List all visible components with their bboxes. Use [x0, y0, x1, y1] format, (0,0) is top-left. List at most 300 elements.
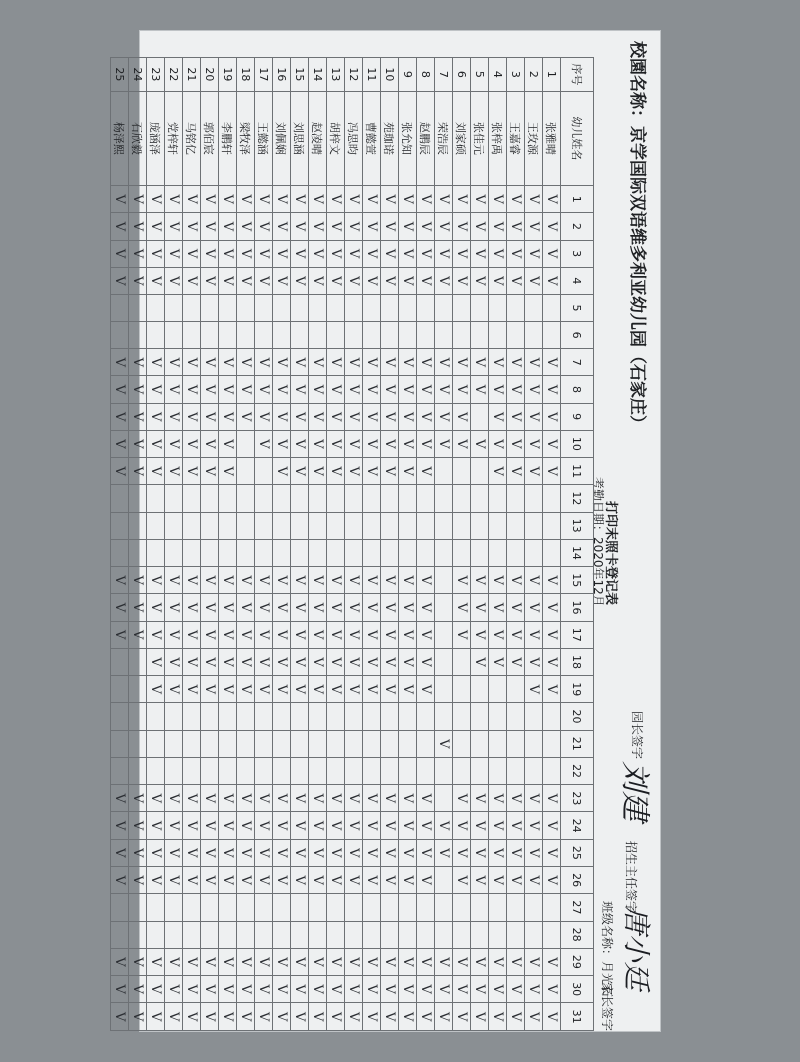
table-row: [525, 58, 543, 1031]
attendance-cell: [525, 730, 543, 757]
column-header-day: 1: [561, 186, 594, 213]
attendance-tick: V: [436, 276, 451, 286]
attendance-cell: [435, 921, 453, 948]
attendance-tick: V: [166, 793, 181, 804]
principal-label: 园长签字: [630, 711, 644, 760]
attendance-tick: V: [220, 276, 235, 286]
attendance-cell: [255, 485, 273, 512]
attendance-cell: [309, 512, 327, 539]
attendance-tick: V: [112, 439, 127, 449]
attendance-cell: [273, 621, 291, 648]
attendance-cell: [111, 894, 129, 921]
attendance-cell: [345, 512, 363, 539]
attendance-tick: V: [490, 466, 505, 476]
attendance-cell: [453, 267, 471, 294]
attendance-cell: [111, 376, 129, 403]
attendance-cell: [309, 322, 327, 349]
attendance-tick: V: [292, 466, 307, 476]
attendance-cell: [381, 730, 399, 757]
attendance-cell: [471, 1003, 489, 1031]
enroll-director-label: 招生主任签字: [624, 841, 638, 914]
attendance-tick: V: [184, 248, 199, 259]
attendance-cell: [471, 294, 489, 321]
attendance-cell: [219, 839, 237, 866]
attendance-tick: V: [490, 357, 505, 367]
attendance-tick: V: [418, 221, 433, 232]
attendance-tick: V: [184, 221, 199, 232]
attendance-tick: V: [508, 602, 523, 613]
attendance-cell: [417, 948, 435, 975]
attendance-cell: [201, 1003, 219, 1031]
attendance-tick: V: [310, 1011, 325, 1022]
attendance-cell: [309, 539, 327, 566]
column-header-day: 28: [561, 921, 594, 948]
attendance-tick: V: [166, 630, 181, 640]
attendance-cell: [219, 322, 237, 349]
attendance-tick: V: [148, 575, 163, 585]
attendance-tick: V: [436, 384, 451, 395]
attendance-cell: [543, 948, 561, 975]
attendance-tick: V: [364, 602, 379, 613]
attendance-tick: V: [202, 657, 217, 667]
attendance-cell: [363, 322, 381, 349]
attendance-tick: V: [328, 875, 343, 885]
attendance-cell: [291, 294, 309, 321]
attendance-cell: [345, 349, 363, 376]
attendance-tick: V: [256, 357, 271, 367]
attendance-tick: V: [526, 357, 541, 367]
child-name: 胡梓文: [327, 91, 345, 186]
attendance-cell: [129, 512, 147, 539]
attendance-tick: V: [166, 684, 181, 694]
attendance-cell: [453, 867, 471, 894]
attendance-tick: V: [382, 194, 397, 204]
attendance-tick: V: [310, 221, 325, 232]
attendance-cell: [507, 322, 525, 349]
attendance-tick: V: [184, 466, 199, 476]
attendance-tick: V: [130, 848, 145, 858]
attendance-tick: V: [112, 793, 127, 804]
child-name: 梁牧泽: [237, 91, 255, 186]
attendance-cell: [147, 186, 165, 213]
attendance-cell: [219, 213, 237, 240]
attendance-tick: V: [220, 466, 235, 476]
attendance-cell: [255, 703, 273, 730]
attendance-cell: [111, 458, 129, 485]
attendance-cell: [525, 294, 543, 321]
attendance-tick: V: [238, 276, 253, 286]
attendance-cell: [129, 948, 147, 975]
attendance-cell: [399, 976, 417, 1003]
attendance-tick: V: [112, 221, 127, 232]
attendance-cell: [363, 948, 381, 975]
column-header-day: 11: [561, 458, 594, 485]
attendance-cell: [471, 186, 489, 213]
attendance-cell: [273, 976, 291, 1003]
attendance-tick: V: [274, 439, 289, 449]
attendance-tick: V: [400, 957, 415, 967]
attendance-tick: V: [130, 384, 145, 395]
attendance-cell: [129, 186, 147, 213]
attendance-cell: [381, 812, 399, 839]
attendance-cell: [201, 839, 219, 866]
attendance-cell: [165, 240, 183, 267]
attendance-cell: [273, 648, 291, 675]
attendance-tick: V: [400, 411, 415, 422]
attendance-tick: V: [184, 848, 199, 858]
attendance-cell: [435, 648, 453, 675]
attendance-cell: [273, 867, 291, 894]
attendance-tick: V: [544, 957, 559, 967]
attendance-cell: [147, 648, 165, 675]
attendance-tick: V: [184, 276, 199, 286]
attendance-tick: V: [256, 684, 271, 694]
attendance-tick: V: [490, 984, 505, 994]
attendance-cell: [165, 213, 183, 240]
attendance-cell: [309, 458, 327, 485]
attendance-cell: [507, 376, 525, 403]
attendance-cell: [219, 948, 237, 975]
attendance-tick: V: [454, 793, 469, 804]
attendance-cell: [111, 485, 129, 512]
row-index: 14: [309, 58, 327, 92]
attendance-tick: V: [166, 848, 181, 858]
attendance-tick: V: [202, 684, 217, 694]
child-name: 刘家硕: [453, 91, 471, 186]
attendance-cell: [525, 485, 543, 512]
attendance-cell: [399, 948, 417, 975]
attendance-cell: [129, 703, 147, 730]
attendance-tick: V: [418, 466, 433, 476]
attendance-cell: [111, 703, 129, 730]
attendance-cell: [201, 976, 219, 1003]
row-index: 19: [219, 58, 237, 92]
attendance-cell: [543, 894, 561, 921]
attendance-cell: [255, 976, 273, 1003]
attendance-sheet: [112, 31, 660, 1032]
attendance-tick: V: [238, 1011, 253, 1022]
attendance-tick: V: [400, 630, 415, 640]
attendance-cell: [165, 1003, 183, 1031]
attendance-tick: V: [526, 384, 541, 395]
table-row: [291, 58, 309, 1031]
attendance-cell: [399, 785, 417, 812]
attendance-tick: V: [202, 411, 217, 422]
attendance-cell: [327, 757, 345, 784]
attendance-cell: [525, 948, 543, 975]
attendance-cell: [273, 921, 291, 948]
attendance-tick: V: [112, 630, 127, 640]
table-row: [453, 58, 471, 1031]
attendance-cell: [525, 785, 543, 812]
attendance-cell: [435, 567, 453, 594]
attendance-tick: V: [544, 248, 559, 259]
attendance-cell: [489, 349, 507, 376]
attendance-cell: [471, 839, 489, 866]
attendance-cell: [345, 294, 363, 321]
attendance-tick: V: [526, 221, 541, 232]
attendance-cell: [363, 512, 381, 539]
attendance-tick: V: [454, 221, 469, 232]
attendance-tick: V: [328, 439, 343, 449]
attendance-tick: V: [310, 439, 325, 449]
attendance-cell: [237, 267, 255, 294]
attendance-tick: V: [184, 411, 199, 422]
column-header-day: 19: [561, 676, 594, 703]
attendance-cell: [219, 621, 237, 648]
attendance-cell: [417, 567, 435, 594]
attendance-cell: [237, 349, 255, 376]
attendance-cell: [111, 213, 129, 240]
attendance-cell: [183, 703, 201, 730]
attendance-cell: [201, 512, 219, 539]
attendance-cell: [291, 757, 309, 784]
attendance-cell: [417, 512, 435, 539]
attendance-tick: V: [382, 384, 397, 395]
attendance-cell: [165, 676, 183, 703]
attendance-cell: [435, 703, 453, 730]
attendance-cell: [201, 703, 219, 730]
enroll-director-signature: 唐小廷: [620, 906, 653, 991]
attendance-cell: [255, 567, 273, 594]
sheet-title: 打印末照卡登记表: [603, 501, 618, 606]
attendance-tick: V: [166, 357, 181, 367]
attendance-cell: [543, 757, 561, 784]
attendance-tick: V: [364, 793, 379, 804]
attendance-tick: V: [508, 657, 523, 667]
attendance-tick: V: [112, 602, 127, 613]
attendance-tick: V: [310, 357, 325, 367]
attendance-tick: V: [130, 194, 145, 204]
attendance-cell: [309, 267, 327, 294]
attendance-cell: [435, 403, 453, 430]
attendance-cell: [435, 1003, 453, 1031]
attendance-cell: [525, 322, 543, 349]
attendance-tick: V: [130, 984, 145, 994]
attendance-cell: [147, 785, 165, 812]
attendance-tick: V: [454, 875, 469, 885]
attendance-cell: [201, 458, 219, 485]
attendance-cell: [471, 567, 489, 594]
attendance-cell: [309, 376, 327, 403]
attendance-cell: [183, 594, 201, 621]
attendance-cell: [147, 976, 165, 1003]
child-name: 冯思昀: [345, 91, 363, 186]
attendance-cell: [525, 1003, 543, 1031]
attendance-cell: [453, 485, 471, 512]
attendance-tick: V: [148, 248, 163, 259]
child-name: 杨泽熙: [111, 91, 129, 186]
attendance-cell: [507, 730, 525, 757]
attendance-cell: [111, 839, 129, 866]
attendance-cell: [363, 1003, 381, 1031]
attendance-cell: [147, 458, 165, 485]
attendance-tick: V: [256, 657, 271, 667]
attendance-tick: V: [418, 575, 433, 585]
attendance-cell: [111, 267, 129, 294]
attendance-tick: V: [544, 602, 559, 613]
attendance-cell: [165, 839, 183, 866]
attendance-cell: [291, 267, 309, 294]
attendance-tick: V: [472, 439, 487, 449]
attendance-cell: [435, 812, 453, 839]
attendance-cell: [237, 567, 255, 594]
attendance-tick: V: [238, 221, 253, 232]
attendance-tick: V: [472, 657, 487, 667]
attendance-tick: V: [508, 384, 523, 395]
attendance-cell: [507, 621, 525, 648]
attendance-tick: V: [400, 684, 415, 694]
row-index: 7: [435, 58, 453, 92]
attendance-cell: [507, 894, 525, 921]
child-name: 张允知: [399, 91, 417, 186]
attendance-cell: [489, 485, 507, 512]
attendance-cell: [111, 539, 129, 566]
attendance-cell: [363, 812, 381, 839]
attendance-cell: [219, 267, 237, 294]
attendance-cell: [363, 757, 381, 784]
attendance-tick: V: [202, 357, 217, 367]
attendance-cell: [309, 567, 327, 594]
attendance-tick: V: [274, 466, 289, 476]
attendance-tick: V: [490, 630, 505, 640]
attendance-cell: [165, 621, 183, 648]
attendance-cell: [345, 186, 363, 213]
attendance-tick: V: [490, 221, 505, 232]
attendance-tick: V: [292, 575, 307, 585]
attendance-tick: V: [292, 684, 307, 694]
attendance-tick: V: [346, 984, 361, 994]
attendance-tick: V: [274, 575, 289, 585]
attendance-cell: [273, 430, 291, 457]
attendance-tick: V: [346, 684, 361, 694]
attendance-cell: [525, 458, 543, 485]
attendance-tick: V: [526, 984, 541, 994]
attendance-tick: V: [184, 875, 199, 885]
attendance-tick: V: [382, 657, 397, 667]
attendance-tick: V: [364, 984, 379, 994]
attendance-cell: [453, 594, 471, 621]
attendance-cell: [381, 948, 399, 975]
attendance-tick: V: [436, 1011, 451, 1022]
attendance-cell: [507, 403, 525, 430]
attendance-cell: [543, 403, 561, 430]
attendance-tick: V: [382, 848, 397, 858]
attendance-tick: V: [310, 875, 325, 885]
attendance-cell: [183, 948, 201, 975]
column-header-day: 3: [561, 240, 594, 267]
attendance-tick: V: [526, 439, 541, 449]
attendance-cell: [255, 676, 273, 703]
column-header-day: 24: [561, 812, 594, 839]
attendance-cell: [543, 294, 561, 321]
attendance-tick: V: [508, 575, 523, 585]
attendance-cell: [453, 512, 471, 539]
attendance-cell: [111, 730, 129, 757]
attendance-tick: V: [436, 984, 451, 994]
attendance-tick: V: [364, 194, 379, 204]
attendance-cell: [525, 186, 543, 213]
attendance-tick: V: [328, 630, 343, 640]
attendance-cell: [291, 376, 309, 403]
attendance-cell: [507, 703, 525, 730]
attendance-tick: V: [220, 575, 235, 585]
attendance-cell: [399, 867, 417, 894]
attendance-cell: [273, 839, 291, 866]
attendance-cell: [219, 186, 237, 213]
attendance-cell: [417, 403, 435, 430]
table-row: [417, 58, 435, 1031]
attendance-tick: V: [418, 1011, 433, 1022]
attendance-tick: V: [544, 657, 559, 667]
attendance-cell: [345, 894, 363, 921]
attendance-tick: V: [472, 984, 487, 994]
attendance-tick: V: [274, 411, 289, 422]
attendance-tick: V: [508, 875, 523, 885]
attendance-cell: [327, 376, 345, 403]
attendance-tick: V: [544, 439, 559, 449]
table-row: [399, 58, 417, 1031]
attendance-cell: [345, 213, 363, 240]
attendance-cell: [543, 921, 561, 948]
attendance-cell: [111, 785, 129, 812]
attendance-cell: [363, 867, 381, 894]
attendance-tick: V: [436, 248, 451, 259]
attendance-tick: V: [220, 984, 235, 994]
attendance-cell: [255, 730, 273, 757]
attendance-tick: V: [328, 384, 343, 395]
attendance-cell: [111, 567, 129, 594]
attendance-cell: [165, 267, 183, 294]
attendance-cell: [507, 867, 525, 894]
attendance-tick: V: [544, 357, 559, 367]
attendance-cell: [291, 621, 309, 648]
attendance-cell: [381, 430, 399, 457]
attendance-cell: [453, 322, 471, 349]
attendance-tick: V: [130, 793, 145, 804]
attendance-cell: [345, 240, 363, 267]
attendance-cell: [345, 485, 363, 512]
attendance-cell: [165, 376, 183, 403]
attendance-tick: V: [148, 875, 163, 885]
attendance-cell: [489, 430, 507, 457]
attendance-cell: [381, 458, 399, 485]
attendance-tick: V: [526, 848, 541, 858]
attendance-cell: [309, 703, 327, 730]
attendance-tick: V: [310, 194, 325, 204]
attendance-cell: [129, 921, 147, 948]
attendance-cell: [543, 430, 561, 457]
child-name: 王懿涵: [255, 91, 273, 186]
column-header-day: 18: [561, 648, 594, 675]
attendance-tick: V: [292, 793, 307, 804]
attendance-cell: [363, 430, 381, 457]
attendance-tick: V: [184, 984, 199, 994]
attendance-cell: [435, 757, 453, 784]
row-index: 9: [399, 58, 417, 92]
attendance-cell: [381, 785, 399, 812]
attendance-cell: [345, 403, 363, 430]
attendance-tick: V: [328, 957, 343, 967]
attendance-cell: [129, 676, 147, 703]
attendance-cell: [273, 676, 291, 703]
attendance-cell: [237, 676, 255, 703]
attendance-cell: [309, 867, 327, 894]
attendance-tick: V: [202, 848, 217, 858]
attendance-cell: [453, 240, 471, 267]
attendance-cell: [219, 976, 237, 1003]
attendance-cell: [309, 976, 327, 1003]
